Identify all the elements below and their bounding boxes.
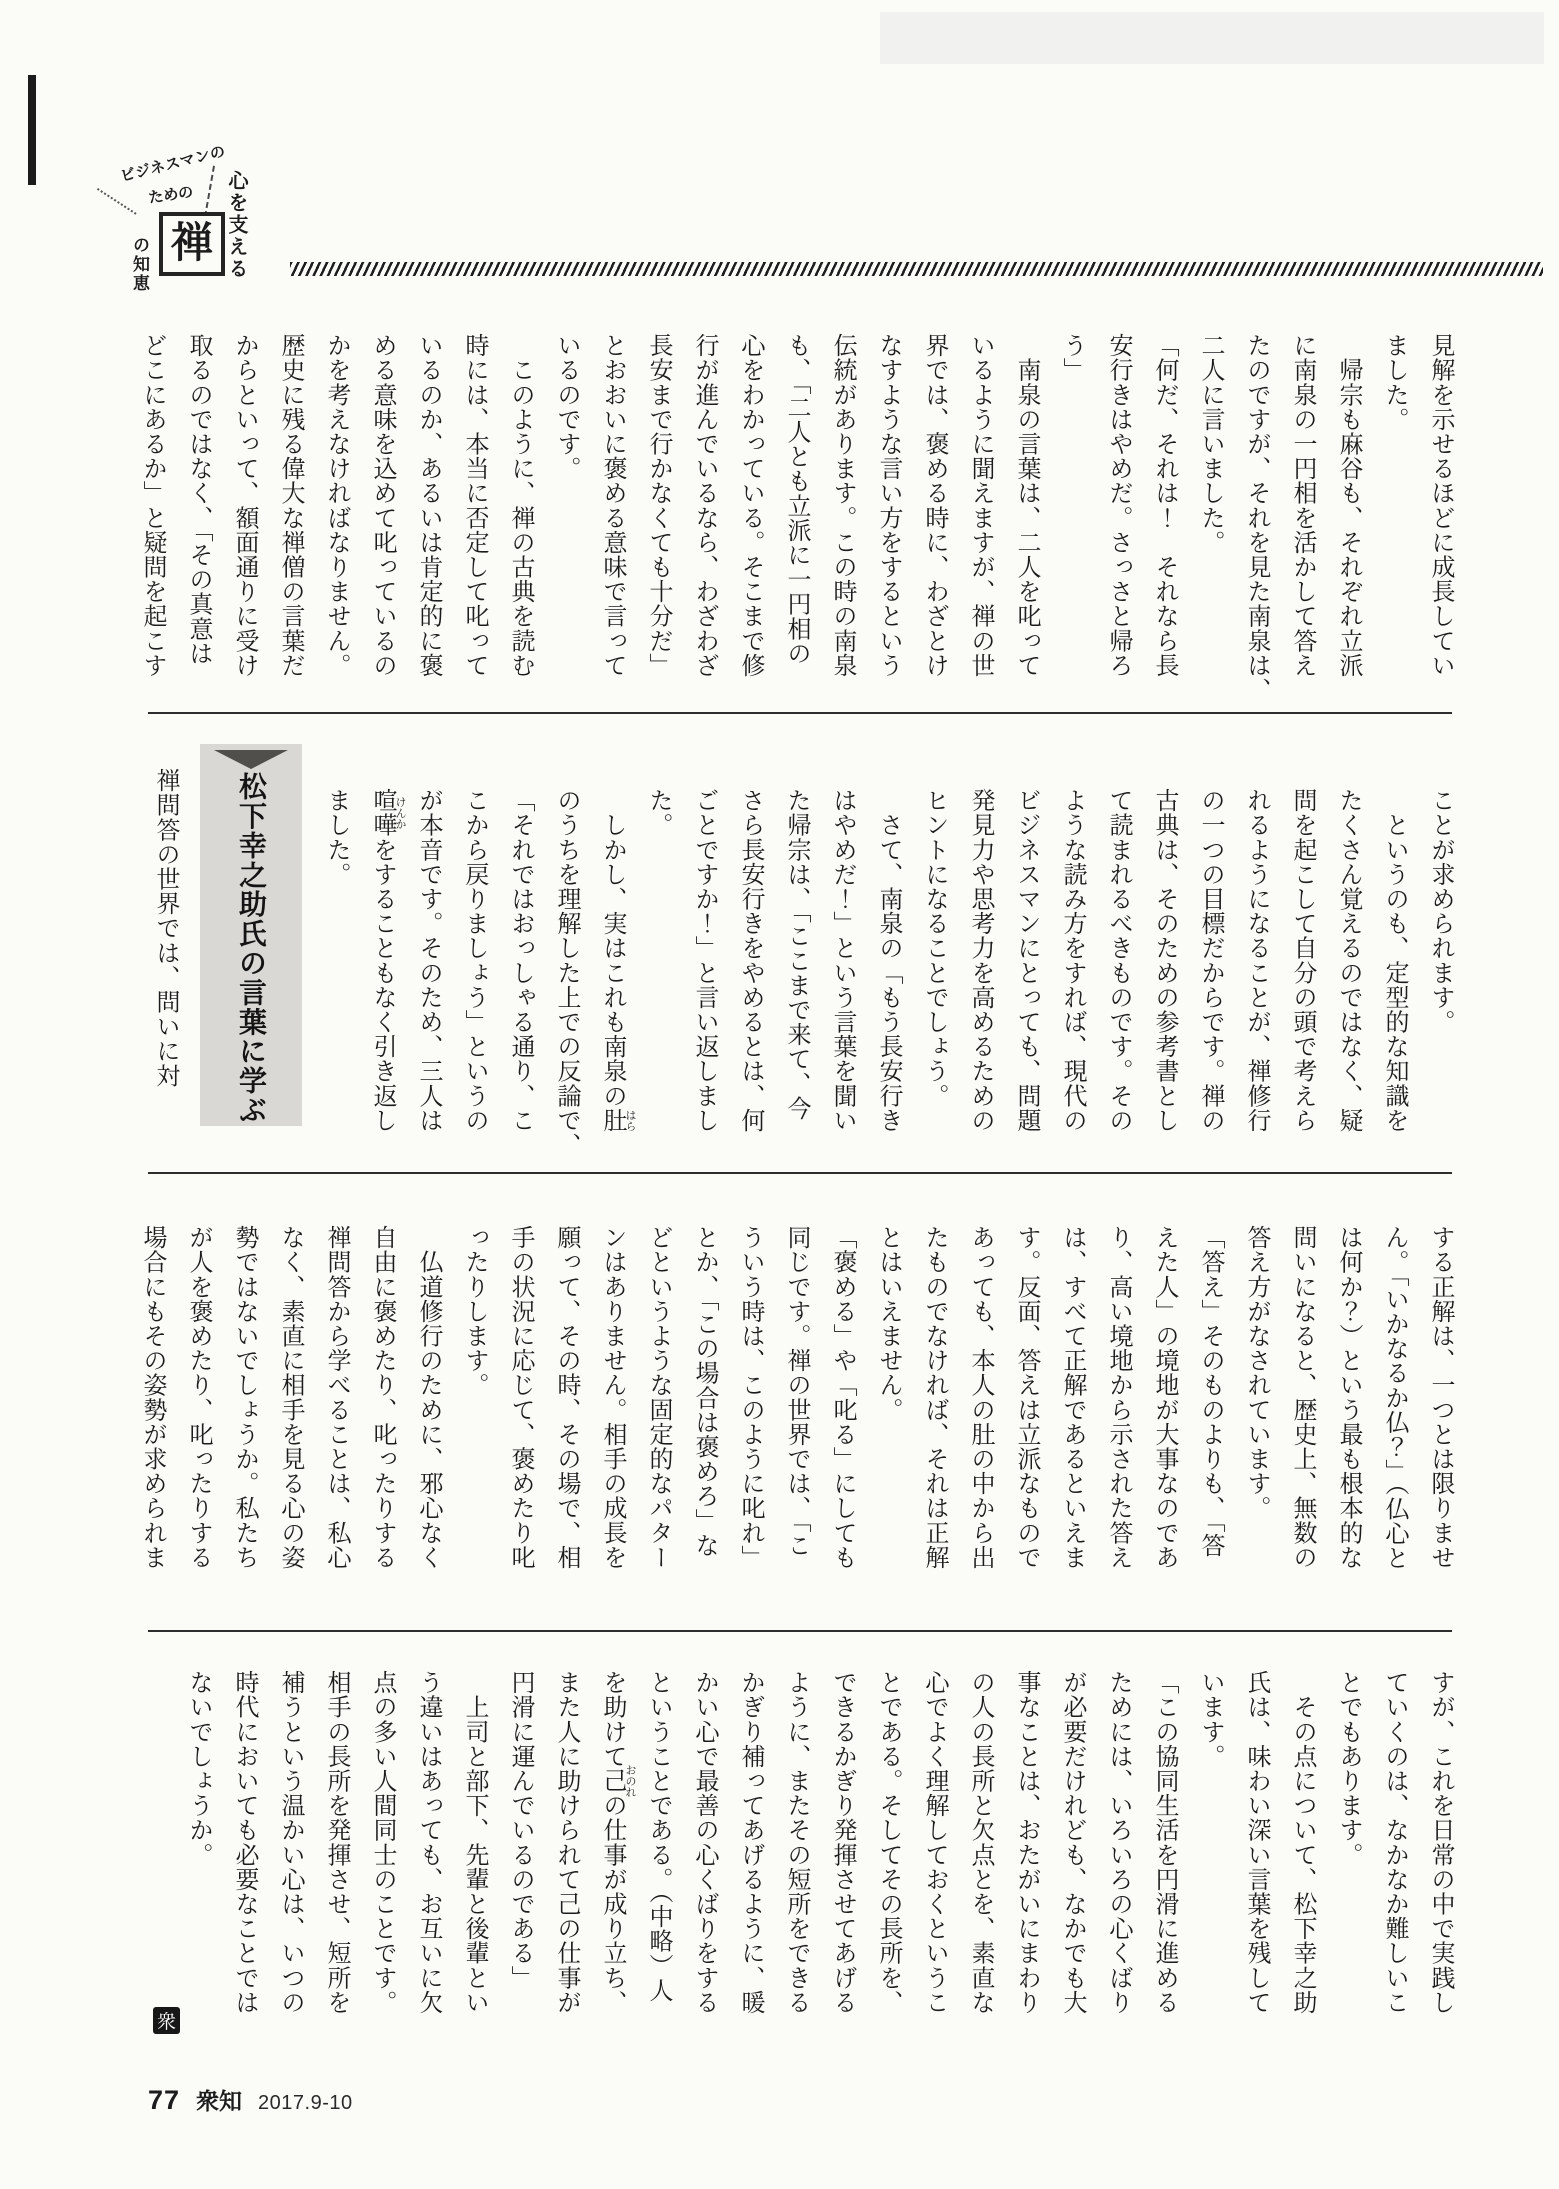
dash-decoration-icon bbox=[204, 166, 215, 218]
text-band-3: する正解は、一つとは限りませ ん。「いかなるか仏？」（仏心と は何か？）という最も根本的な 問いになると、歴史上、無数の 答え方がなされています。 「答え」そのものよりも、「答 えた人」の境地が大事なのであ り、高い境地から示された答え は、すべて正解であるといえま す。反面、答えは立派なもので あっても、本人の肚の中から出 たものでなければ、それは正解 とはいえません。 「褒める」や「叱る」にしても 同じです。禅の世界では、「こ ういう時は、このように叱れ」 とか、「この場合は褒めろ」な どというような固定的なパター ンはありません。相手の成長を 願って、その時、その場で、相 手の状況に応じて、褒めたり叱 ったりします。 仏道修行のために、邪心なく 自由に褒めたり、叱ったりする 禅問答から学べることは、私心 なく、素直に相手を見る心の姿 勢ではないでしょうか。私たち が人を褒めたり、叱ったりする 場合にもその姿勢が求められま bbox=[139, 1225, 1453, 1570]
issue-date: 2017.9-10 bbox=[258, 2092, 353, 2114]
footer bbox=[148, 2083, 353, 2116]
text-band-2: ことが求められます。 というのも、定型的な知識を たくさん覚えるのではなく、疑 問を起こして自分の頭で考えら れるようになることが、禅修行 の一つの目標だからです。禅の 古典は、そのための参考書とし て読まれるべきものです。その ような読み方をすれば、現代の ビジネスマンにとっても、問題 発見力や思考力を高めるための ヒントになることでしょう。 さて、南泉の「もう長安行き はやめだ！」という言葉を聞い た帰宗は、「ここまで来て、今 さら長安行きをやめるとは、何 ごとですか！」と言い返しまし た。 しかし、実はこれも南泉の肚 はら のうちを理解した上での反論で、 「それではおっしゃる通り、こ こから戻りましょう」というの が本音です。そのため、三人は 喧嘩 けんかをすることもなく引き返し ました。 bbox=[323, 788, 1453, 1157]
text-band-4: すが、これを日常の中で実践し ていくのは、なかなか難しいこ とでもあります。 その点について、松下幸之助 氏は、味わい深い言葉を残して います。 「この協同生活を円滑に進める ためには、いろいろの心くばり が必要だけれども、なかでも大 事なことは、おたがいにまわり の人の長所と欠点とを、素直な 心でよく理解しておくというこ とである。そしてその長所を、 できるかぎり発揮させてあげる ように、またその短所をできる かぎり補ってあげるように、暖 かい心で最善の心くばりをする ということである。（中略）人 を助けて己 おのれの仕事が成り立ち、 また人に助けられて己の仕事が 円滑に運んでいるのである」 上司と部下、先輩と後輩とい う違いはあっても、お互いに欠 点の多い人間同士のことです。 相手の長所を発揮させ、短所を 補うという温かい心は、いつの 時代においても必要なことでは ないでしょうか。 bbox=[185, 1670, 1453, 2015]
zen-logo-box bbox=[159, 212, 225, 276]
dots-decoration-icon bbox=[97, 188, 137, 215]
masthead-kokoro: 心を支える bbox=[225, 170, 247, 280]
masthead-tagline-2: ための bbox=[147, 184, 195, 207]
hatched-divider bbox=[290, 262, 1543, 276]
magazine-name: 衆知 bbox=[196, 2089, 243, 2114]
end-of-article-mark: 衆 bbox=[153, 2007, 180, 2034]
masthead-no-chie: の知恵 bbox=[130, 236, 149, 293]
left-edge-mark bbox=[28, 75, 36, 185]
horizontal-rule-3 bbox=[148, 1630, 1452, 1632]
page-number: 77 bbox=[148, 2085, 181, 2115]
section-lead-column: 禅問答の世界では、問いに対 bbox=[152, 768, 178, 1088]
section-header-title: 松下幸之助氏の言葉に学ぶ bbox=[236, 772, 267, 1125]
text-band-1: 見解を示せるほどに成長してい ました。 帰宗も麻谷も、それぞれ立派 に南泉の一円相を活かして答え たのですが、それを見た南泉は、 二人に言いました。 「何だ、それは！ それなら長 安行きはやめだ。さっさと帰ろ う」 南泉の言葉は、二人を叱って いるように聞えますが、禅の世 界では、褒める時に、わざとけ なすような言い方をするという 伝統があります。この時の南泉 も、「二人とも立派に一円相の 心をわかっている。そこまで修 行が進んでいるなら、わざわざ 長安まで行かなくても十分だ」 とおおいに褒める意味で言って いるのです。 このように、禅の古典を読む 時には、本当に否定して叱って いるのか、あるいは肯定的に褒 める意味を込めて叱っているの かを考えなければなりません。 歴史に残る偉大な禅僧の言葉だ からといって、額面通りに受け 取るのではなく、「その真意は どこにあるか」と疑問を起こす bbox=[139, 333, 1453, 702]
horizontal-rule-1 bbox=[148, 712, 1452, 714]
zen-logo-char: 禅 bbox=[170, 221, 213, 267]
horizontal-rule-2 bbox=[148, 1172, 1452, 1174]
masthead-tagline-1: ビジネスマンの bbox=[118, 143, 228, 186]
down-triangle-icon bbox=[214, 750, 288, 769]
section-header-bar bbox=[200, 744, 302, 1126]
scan-tint bbox=[880, 12, 1544, 64]
